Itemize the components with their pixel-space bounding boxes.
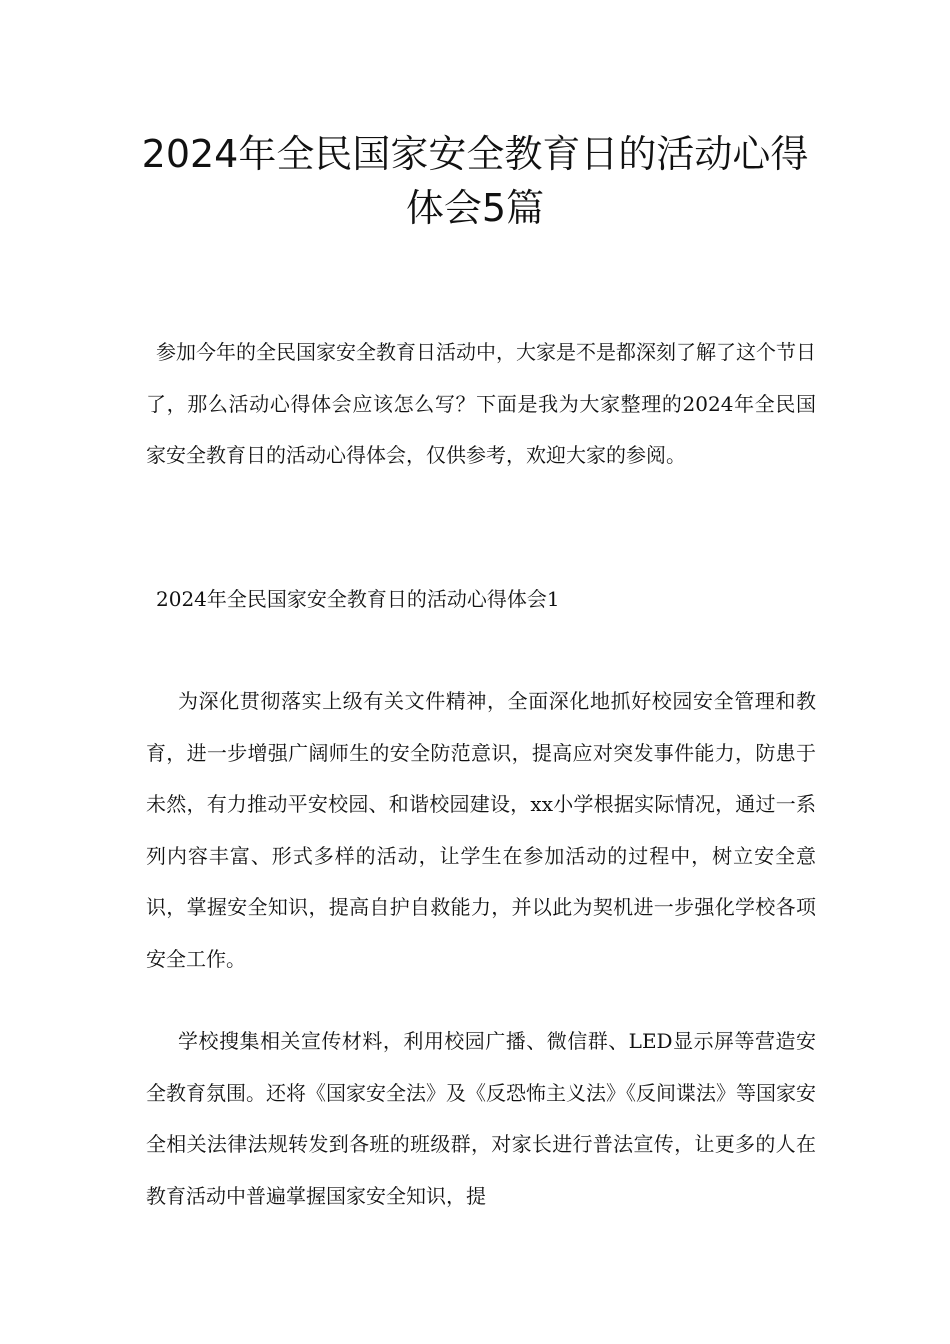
body-paragraph-2: 学校搜集相关宣传材料，利用校园广播、微信群、LED显示屏等营造安全教育氛围。还将《国家安全法》及《反恐怖主义法》《反间谍法》等国家安全相关法律法规转发到各班的班级群，对家长进行普法宣传，让更多的人在教育活动中普遍掌握国家安全知识，提 bbox=[146, 1029, 816, 1208]
document-title-line-2: 体会5篇 bbox=[405, 186, 545, 230]
body-paragraph-1: 为深化贯彻落实上级有关文件精神，全面深化地抓好校园安全管理和教育，进一步增强广阔师生的安全防范意识，提高应对突发事件能力，防患于未然，有力推动平安校园、和谐校园建设，xx小学根据实际情况，通过一系列内容丰富、形式多样的活动，让学生在参加活动的过程中，树立安全意识，掌握安全知识，提高自护自救能力，并以此为契机进一步强化学校各项安全工作。 bbox=[146, 689, 816, 971]
section-heading: 2024年全民国家安全教育日的活动心得体会1 bbox=[156, 587, 560, 611]
document-title-line-1: 2024年全民国家安全教育日的活动心得 bbox=[141, 132, 809, 176]
intro-paragraph: 参加今年的全民国家安全教育日活动中，大家是不是都深刻了解了这个节日了，那么活动心得体会应该怎么写？下面是我为大家整理的2024年全民国家安全教育日的活动心得体会，仅供参考，欢迎大家的参阅。 bbox=[146, 340, 816, 467]
